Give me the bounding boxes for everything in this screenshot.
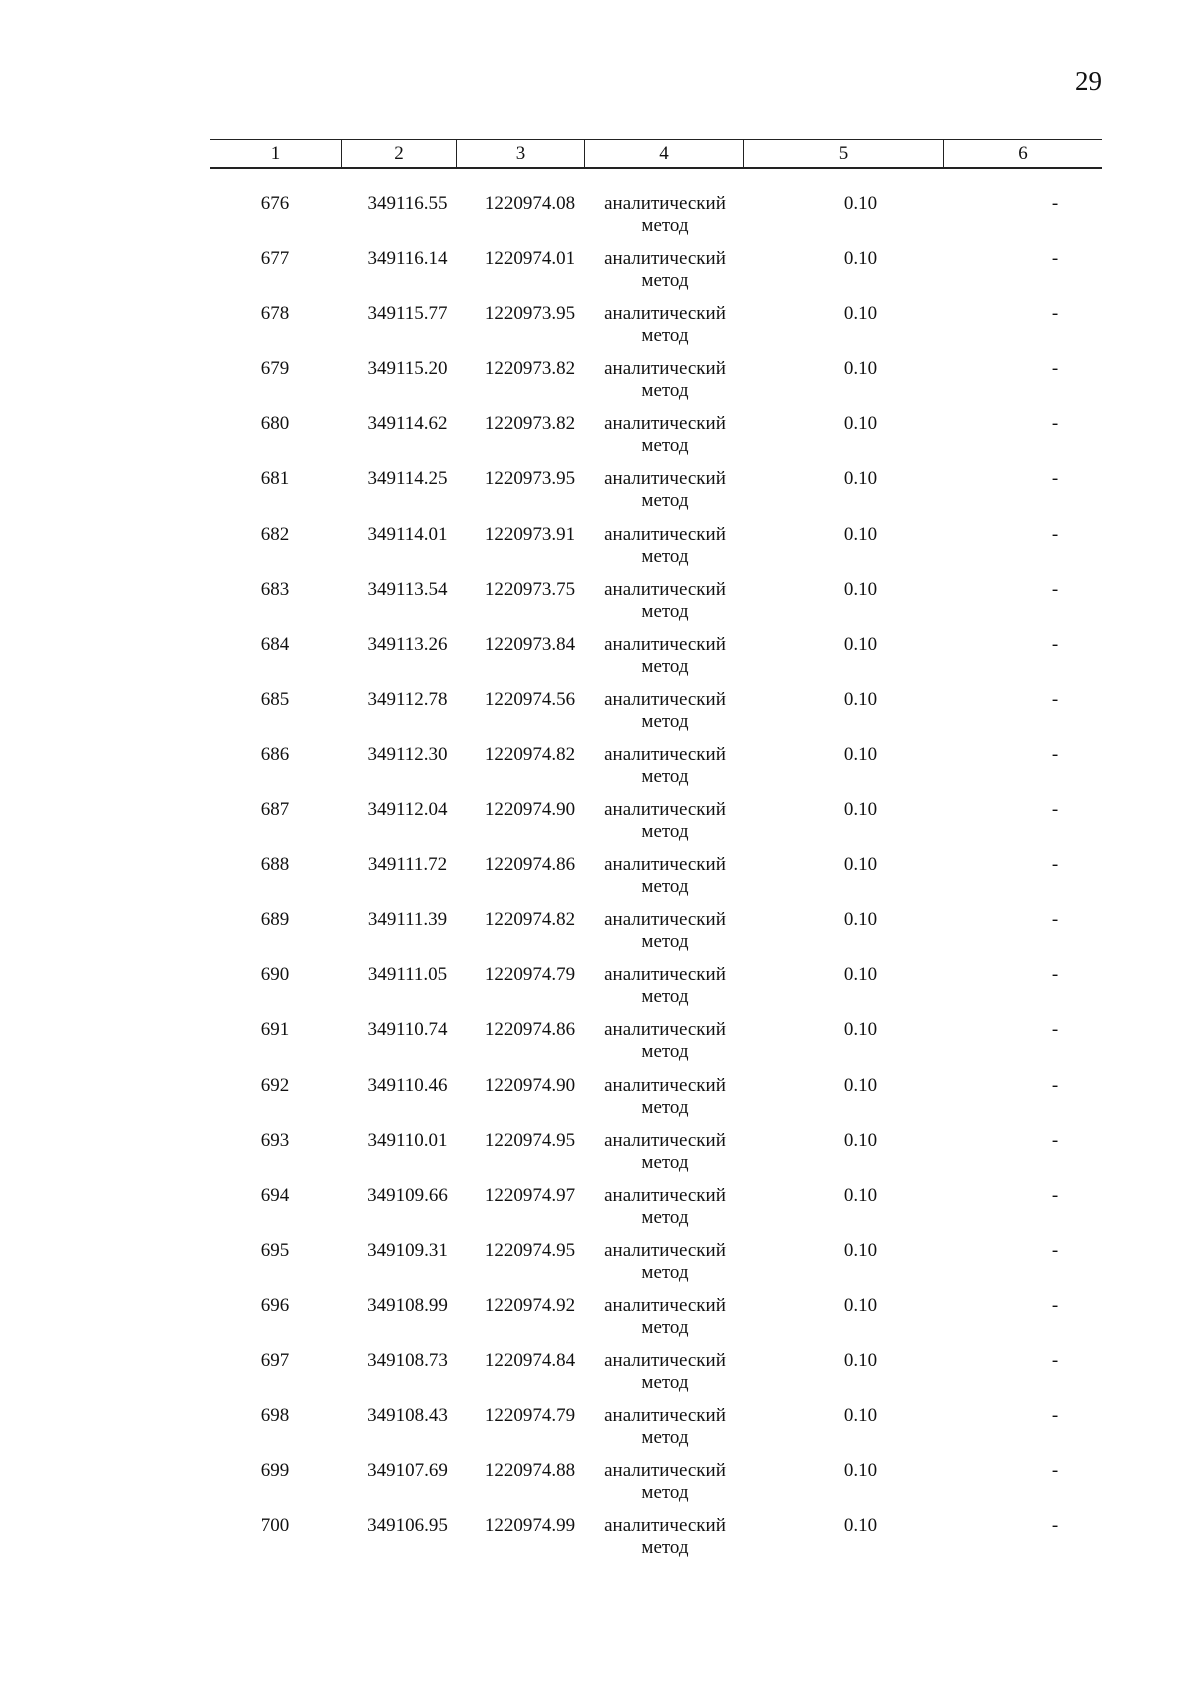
method-cell bbox=[585, 413, 745, 457]
method-cell bbox=[585, 1130, 745, 1174]
accuracy-value: 0.10 bbox=[843, 1515, 878, 1537]
accuracy-value: 0.10 bbox=[843, 358, 878, 380]
method-cell bbox=[585, 964, 745, 1008]
method-line-2: метод bbox=[641, 655, 689, 677]
coordinate-x: 349113.54 bbox=[367, 578, 448, 600]
note-value: - bbox=[1051, 578, 1059, 600]
coordinate-x: 349113.26 bbox=[367, 633, 448, 655]
method-line-2: метод bbox=[641, 600, 689, 622]
point-number: 684 bbox=[260, 633, 290, 655]
method-line-2: метод bbox=[641, 1096, 689, 1118]
method-line-2: метод bbox=[641, 435, 689, 457]
coordinate-y: 1220974.84 bbox=[484, 1349, 576, 1371]
method-line-1: аналитический bbox=[604, 964, 726, 986]
accuracy-value: 0.10 bbox=[843, 1239, 878, 1261]
method-line-1: аналитический bbox=[604, 633, 726, 655]
method-line-2: метод bbox=[641, 545, 689, 567]
coordinate-x: 349114.01 bbox=[367, 523, 448, 545]
coordinate-x: 349112.78 bbox=[367, 688, 448, 710]
method-line-1: аналитический bbox=[604, 358, 726, 380]
accuracy-value: 0.10 bbox=[843, 523, 878, 545]
table-row bbox=[210, 851, 1102, 906]
accuracy-value: 0.10 bbox=[843, 303, 878, 325]
accuracy-value: 0.10 bbox=[843, 799, 878, 821]
note-value: - bbox=[1051, 193, 1059, 214]
method-line-1: аналитический bbox=[604, 468, 726, 490]
coordinate-x: 349116.55 bbox=[367, 193, 448, 214]
point-number: 692 bbox=[260, 1074, 290, 1096]
method-cell bbox=[585, 854, 745, 898]
method-line-1: аналитический bbox=[604, 688, 726, 710]
method-line-1: аналитический bbox=[604, 1515, 726, 1537]
accuracy-value: 0.10 bbox=[843, 1129, 878, 1151]
coordinate-y: 1220973.95 bbox=[484, 303, 576, 325]
note-value: - bbox=[1051, 688, 1059, 710]
coordinate-y: 1220974.79 bbox=[484, 964, 576, 986]
method-line-1: аналитический bbox=[604, 1294, 726, 1316]
coordinate-x: 349111.72 bbox=[367, 854, 448, 876]
method-line-1: аналитический bbox=[604, 1019, 726, 1041]
point-number: 685 bbox=[260, 688, 290, 710]
accuracy-value: 0.10 bbox=[843, 1405, 878, 1427]
coordinate-y: 1220974.56 bbox=[484, 688, 576, 710]
coordinate-x: 349110.46 bbox=[367, 1074, 448, 1096]
method-line-1: аналитический bbox=[604, 1239, 726, 1261]
point-number: 700 bbox=[260, 1515, 290, 1537]
note-value: - bbox=[1051, 743, 1059, 765]
coordinate-x: 349109.66 bbox=[367, 1184, 448, 1206]
note-value: - bbox=[1051, 1405, 1059, 1427]
note-value: - bbox=[1051, 1515, 1059, 1537]
note-value: - bbox=[1051, 358, 1059, 380]
coordinate-y: 1220974.88 bbox=[484, 1460, 576, 1482]
accuracy-value: 0.10 bbox=[843, 1184, 878, 1206]
coordinate-x: 349116.14 bbox=[367, 248, 448, 270]
table-row bbox=[210, 1402, 1102, 1457]
coordinate-y: 1220973.75 bbox=[484, 578, 576, 600]
point-number: 690 bbox=[260, 964, 290, 986]
method-cell bbox=[585, 1240, 745, 1284]
table-row bbox=[210, 631, 1102, 686]
method-line-1: аналитический bbox=[604, 1074, 726, 1096]
table-row bbox=[210, 1182, 1102, 1237]
table-row bbox=[210, 1237, 1102, 1292]
note-value: - bbox=[1051, 1019, 1059, 1041]
point-number: 698 bbox=[260, 1405, 290, 1427]
method-cell bbox=[585, 1515, 745, 1559]
note-value: - bbox=[1051, 1294, 1059, 1316]
coordinate-x: 349107.69 bbox=[367, 1460, 448, 1482]
note-value: - bbox=[1051, 248, 1059, 270]
method-cell bbox=[585, 1350, 745, 1394]
method-cell bbox=[585, 634, 745, 678]
point-number: 682 bbox=[260, 523, 290, 545]
coordinate-x: 349111.05 bbox=[367, 964, 448, 986]
accuracy-value: 0.10 bbox=[843, 1349, 878, 1371]
point-number: 683 bbox=[260, 578, 290, 600]
table-row bbox=[210, 1016, 1102, 1071]
method-line-1: аналитический bbox=[604, 1405, 726, 1427]
point-number: 679 bbox=[260, 358, 290, 380]
point-number: 676 bbox=[260, 193, 290, 214]
accuracy-value: 0.10 bbox=[843, 1019, 878, 1041]
method-line-2: метод bbox=[641, 380, 689, 402]
note-value: - bbox=[1051, 303, 1059, 325]
point-number: 681 bbox=[260, 468, 290, 490]
accuracy-value: 0.10 bbox=[843, 743, 878, 765]
method-cell bbox=[585, 524, 745, 568]
point-number: 678 bbox=[260, 303, 290, 325]
note-value: - bbox=[1051, 1460, 1059, 1482]
column-header-6: 6 bbox=[943, 140, 1102, 167]
note-value: - bbox=[1051, 799, 1059, 821]
accuracy-value: 0.10 bbox=[843, 909, 878, 931]
coordinate-x: 349110.74 bbox=[367, 1019, 448, 1041]
table-row bbox=[210, 300, 1102, 355]
method-line-2: метод bbox=[641, 490, 689, 512]
method-cell bbox=[585, 1405, 745, 1449]
coordinate-y: 1220974.08 bbox=[484, 193, 576, 214]
method-line-1: аналитический bbox=[604, 303, 726, 325]
coordinate-y: 1220974.82 bbox=[484, 909, 576, 931]
coordinate-y: 1220974.95 bbox=[484, 1239, 576, 1261]
note-value: - bbox=[1051, 413, 1059, 435]
note-value: - bbox=[1051, 468, 1059, 490]
point-number: 680 bbox=[260, 413, 290, 435]
table-row bbox=[210, 355, 1102, 410]
coordinate-x: 349111.39 bbox=[367, 909, 448, 931]
point-number: 677 bbox=[260, 248, 290, 270]
coordinate-x: 349114.25 bbox=[367, 468, 448, 490]
note-value: - bbox=[1051, 633, 1059, 655]
accuracy-value: 0.10 bbox=[843, 633, 878, 655]
table-row bbox=[210, 796, 1102, 851]
accuracy-value: 0.10 bbox=[843, 248, 878, 270]
table-row bbox=[210, 410, 1102, 465]
point-number: 691 bbox=[260, 1019, 290, 1041]
coordinate-x: 349115.20 bbox=[367, 358, 448, 380]
accuracy-value: 0.10 bbox=[843, 193, 878, 214]
table-row bbox=[210, 1347, 1102, 1402]
method-line-1: аналитический bbox=[604, 854, 726, 876]
method-line-2: метод bbox=[641, 1482, 689, 1504]
accuracy-value: 0.10 bbox=[843, 468, 878, 490]
page-number: 29 bbox=[1075, 66, 1102, 96]
table-row bbox=[210, 1292, 1102, 1347]
method-line-1: аналитический bbox=[604, 193, 726, 214]
method-cell bbox=[585, 689, 745, 733]
coordinate-x: 349108.43 bbox=[367, 1405, 448, 1427]
method-line-2: метод bbox=[641, 1427, 689, 1449]
coordinate-y: 1220974.97 bbox=[484, 1184, 576, 1206]
method-line-2: метод bbox=[641, 1537, 689, 1559]
accuracy-value: 0.10 bbox=[843, 964, 878, 986]
method-line-2: метод bbox=[641, 1316, 689, 1338]
coordinate-y: 1220974.90 bbox=[484, 799, 576, 821]
method-cell bbox=[585, 579, 745, 623]
coordinate-x: 349106.95 bbox=[367, 1515, 448, 1537]
point-number: 693 bbox=[260, 1129, 290, 1151]
table-header bbox=[210, 139, 1102, 169]
coordinate-y: 1220973.95 bbox=[484, 468, 576, 490]
method-line-2: метод bbox=[641, 270, 689, 292]
accuracy-value: 0.10 bbox=[843, 413, 878, 435]
method-line-2: метод bbox=[641, 765, 689, 787]
note-value: - bbox=[1051, 1349, 1059, 1371]
method-line-2: метод bbox=[641, 986, 689, 1008]
coordinate-y: 1220973.84 bbox=[484, 633, 576, 655]
coordinate-y: 1220974.82 bbox=[484, 743, 576, 765]
point-number: 687 bbox=[260, 799, 290, 821]
coordinate-y: 1220973.82 bbox=[484, 413, 576, 435]
method-line-1: аналитический bbox=[604, 1460, 726, 1482]
accuracy-value: 0.10 bbox=[843, 1074, 878, 1096]
table-row bbox=[210, 465, 1102, 520]
method-cell bbox=[585, 799, 745, 843]
method-line-1: аналитический bbox=[604, 1129, 726, 1151]
method-cell bbox=[585, 744, 745, 788]
column-header-3: 3 bbox=[456, 140, 584, 167]
point-number: 694 bbox=[260, 1184, 290, 1206]
coordinate-x: 349109.31 bbox=[367, 1239, 448, 1261]
table-row bbox=[210, 686, 1102, 741]
method-line-1: аналитический bbox=[604, 523, 726, 545]
coordinate-y: 1220974.90 bbox=[484, 1074, 576, 1096]
column-header-4: 4 bbox=[584, 140, 743, 167]
method-line-2: метод bbox=[641, 821, 689, 843]
column-header-2: 2 bbox=[341, 140, 456, 167]
coordinate-y: 1220974.79 bbox=[484, 1405, 576, 1427]
note-value: - bbox=[1051, 909, 1059, 931]
method-line-2: метод bbox=[641, 1261, 689, 1283]
method-cell bbox=[585, 248, 745, 292]
method-cell bbox=[585, 1295, 745, 1339]
point-number: 699 bbox=[260, 1460, 290, 1482]
coordinate-y: 1220974.92 bbox=[484, 1294, 576, 1316]
note-value: - bbox=[1051, 964, 1059, 986]
accuracy-value: 0.10 bbox=[843, 854, 878, 876]
table-row bbox=[210, 576, 1102, 631]
method-cell bbox=[585, 1019, 745, 1063]
accuracy-value: 0.10 bbox=[843, 1294, 878, 1316]
method-line-2: метод bbox=[641, 1206, 689, 1228]
method-line-2: метод bbox=[641, 876, 689, 898]
method-line-1: аналитический bbox=[604, 248, 726, 270]
method-line-2: метод bbox=[641, 1041, 689, 1063]
accuracy-value: 0.10 bbox=[843, 688, 878, 710]
point-number: 697 bbox=[260, 1349, 290, 1371]
method-cell bbox=[585, 358, 745, 402]
table-row bbox=[210, 1512, 1102, 1567]
coordinate-y: 1220974.86 bbox=[484, 1019, 576, 1041]
coordinate-x: 349112.04 bbox=[367, 799, 448, 821]
method-cell bbox=[585, 1460, 745, 1504]
coordinate-y: 1220973.91 bbox=[484, 523, 576, 545]
point-number: 696 bbox=[260, 1294, 290, 1316]
coordinate-x: 349108.73 bbox=[367, 1349, 448, 1371]
method-cell bbox=[585, 303, 745, 347]
method-line-1: аналитический bbox=[604, 743, 726, 765]
note-value: - bbox=[1051, 1074, 1059, 1096]
method-line-2: метод bbox=[641, 931, 689, 953]
accuracy-value: 0.10 bbox=[843, 578, 878, 600]
coordinate-x: 349110.01 bbox=[367, 1129, 448, 1151]
method-line-2: метод bbox=[641, 325, 689, 347]
point-number: 689 bbox=[260, 909, 290, 931]
coordinate-y: 1220974.01 bbox=[484, 248, 576, 270]
note-value: - bbox=[1051, 854, 1059, 876]
method-line-2: метод bbox=[641, 1371, 689, 1393]
table-row bbox=[210, 741, 1102, 796]
method-cell bbox=[585, 1185, 745, 1229]
coordinate-x: 349108.99 bbox=[367, 1294, 448, 1316]
coordinate-x: 349115.77 bbox=[367, 303, 448, 325]
method-line-2: метод bbox=[641, 215, 689, 236]
method-line-1: аналитический bbox=[604, 909, 726, 931]
coordinate-y: 1220974.95 bbox=[484, 1129, 576, 1151]
note-value: - bbox=[1051, 523, 1059, 545]
method-line-1: аналитический bbox=[604, 799, 726, 821]
table-row bbox=[210, 961, 1102, 1016]
table-row bbox=[210, 906, 1102, 961]
table-row bbox=[210, 1072, 1102, 1127]
coordinate-x: 349112.30 bbox=[367, 743, 448, 765]
table-row bbox=[210, 190, 1102, 245]
column-header-5: 5 bbox=[743, 140, 943, 167]
note-value: - bbox=[1051, 1129, 1059, 1151]
coordinate-y: 1220974.86 bbox=[484, 854, 576, 876]
method-line-1: аналитический bbox=[604, 1349, 726, 1371]
point-number: 688 bbox=[260, 854, 290, 876]
point-number: 695 bbox=[260, 1239, 290, 1261]
method-cell bbox=[585, 193, 745, 237]
method-line-2: метод bbox=[641, 710, 689, 732]
note-value: - bbox=[1051, 1239, 1059, 1261]
coordinate-y: 1220974.99 bbox=[484, 1515, 576, 1537]
point-number: 686 bbox=[260, 743, 290, 765]
method-cell bbox=[585, 468, 745, 512]
method-cell bbox=[585, 909, 745, 953]
coordinate-x: 349114.62 bbox=[367, 413, 448, 435]
note-value: - bbox=[1051, 1184, 1059, 1206]
method-cell bbox=[585, 1075, 745, 1119]
method-line-2: метод bbox=[641, 1151, 689, 1173]
table-row bbox=[210, 1127, 1102, 1182]
table-body bbox=[210, 190, 1102, 1567]
table-row bbox=[210, 521, 1102, 576]
column-header-1: 1 bbox=[270, 142, 281, 164]
method-line-1: аналитический bbox=[604, 413, 726, 435]
method-line-1: аналитический bbox=[604, 1184, 726, 1206]
method-line-1: аналитический bbox=[604, 578, 726, 600]
coordinate-y: 1220973.82 bbox=[484, 358, 576, 380]
table-row bbox=[210, 1457, 1102, 1512]
table-row bbox=[210, 245, 1102, 300]
accuracy-value: 0.10 bbox=[843, 1460, 878, 1482]
